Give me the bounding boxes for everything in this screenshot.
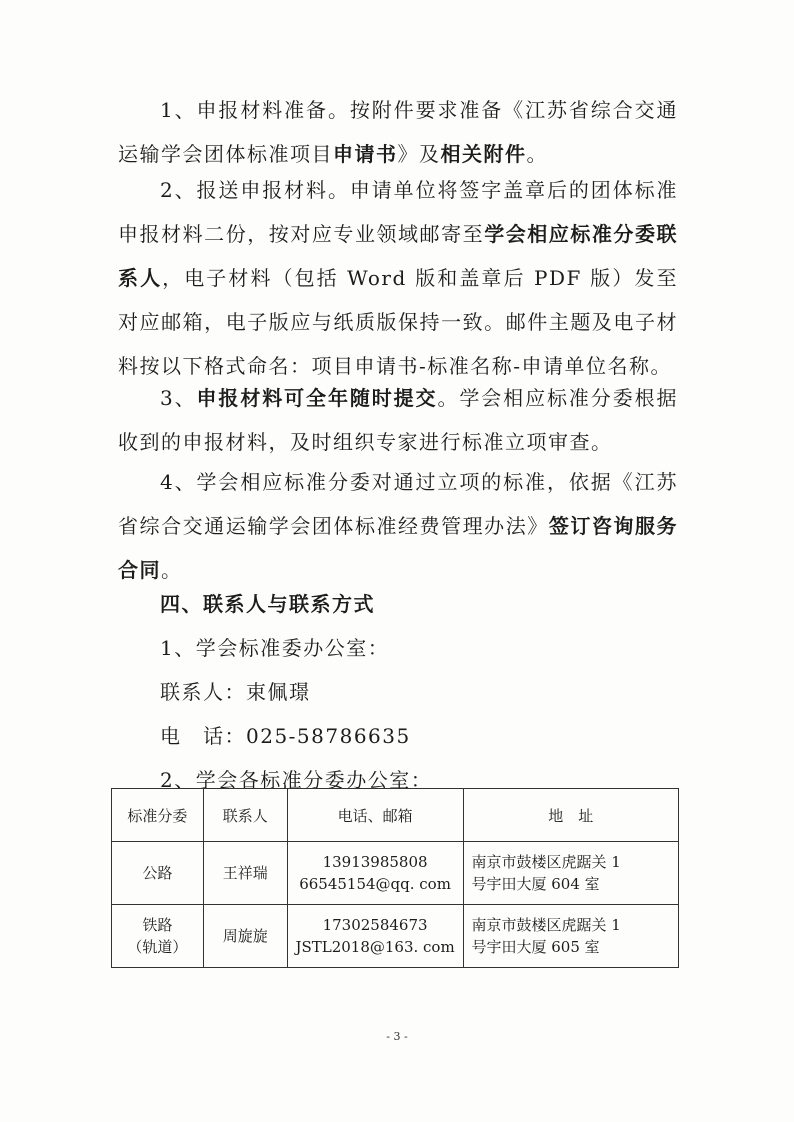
- item-2-number: 2、: [160, 178, 197, 202]
- address-line-2: 号宇田大厦 605 室: [471, 938, 600, 956]
- item-4-text: 学会相应标准分委对通过立项的标准，依据《江苏省综合交通运输学会团体标准经费管理办法》: [118, 470, 678, 538]
- section-4-heading: 四、联系人与联系方式: [160, 592, 375, 616]
- header-contact: 联系人: [203, 789, 287, 842]
- item-4-end: 。: [161, 558, 183, 582]
- committee-cell: [112, 905, 204, 968]
- phone-number: 17302584673: [322, 916, 428, 934]
- item-1-bold-attachments: 相关附件: [440, 142, 527, 166]
- page-number: - 3 -: [386, 1030, 408, 1043]
- item-3-number: 3、: [160, 386, 197, 410]
- address-line-1: 南京市鼓楼区虎踞关 1: [471, 916, 621, 934]
- item-3-bold-anytime: 申报材料可全年随时提交: [196, 386, 438, 410]
- table-row: [112, 842, 679, 905]
- address-line-2: 号宇田大厦 604 室: [471, 875, 600, 893]
- table-row: [112, 905, 679, 968]
- item-1-mid: 》及: [397, 142, 441, 166]
- address-cell: [463, 842, 679, 905]
- item-4-number: 4、: [160, 470, 197, 494]
- phone-line: 电 话：025-58786635: [160, 724, 411, 748]
- committee-subname: （轨道）: [127, 938, 188, 956]
- committee-cell: [112, 842, 204, 905]
- committee-name: 铁路: [142, 916, 173, 934]
- committee-name: 公路: [142, 864, 173, 882]
- item-4-bold-contract: 签订咨询服务合同: [118, 514, 679, 582]
- item-2-paragraph: [118, 168, 678, 388]
- email-address: JSTL2018@163. com: [295, 938, 455, 956]
- item-4-paragraph: [118, 460, 678, 592]
- item-3-rest: 。学会相应标准分委根据收到的申报材料，及时组织专家进行标准立项审查。: [118, 386, 678, 454]
- item-2-text: 。申请单位将签字盖章后的团体标准申报材料二份，按对应专业领域邮寄至: [118, 178, 678, 246]
- email-address: 66545154@qq. com: [299, 875, 451, 893]
- phone-number: 13913985808: [322, 853, 428, 871]
- office-1-label: 1、学会标准委办公室：: [160, 636, 390, 660]
- header-address: 地 址: [463, 789, 679, 842]
- phone-email-cell: [287, 905, 463, 968]
- contact-cell: 王祥瑞: [203, 842, 287, 905]
- header-committee: 标准分委: [112, 789, 204, 842]
- item-1-text: 。按附件要求准备《江苏省综合交通运输学会团体标准项目: [118, 98, 678, 166]
- office-2-label: 2、学会各标准分委办公室：: [160, 768, 433, 792]
- table-header-row: [112, 789, 679, 842]
- item-1-heading: 申报材料准备: [196, 98, 328, 122]
- item-2-bold-contact: 学会相应标准分委联系人: [118, 222, 679, 290]
- address-cell: [463, 905, 679, 968]
- address-line-1: 南京市鼓楼区虎踞关 1: [471, 853, 621, 871]
- contact-cell: 周旋旋: [203, 905, 287, 968]
- item-1-bold-application: 申请书: [333, 142, 398, 166]
- item-1-number: 1、: [160, 98, 197, 122]
- item-1-end: 。: [526, 142, 548, 166]
- item-2-heading: 报送申报材料: [196, 178, 328, 202]
- item-1-paragraph: [118, 88, 678, 176]
- item-3-paragraph: [118, 376, 678, 464]
- header-phone-email: 电话、邮箱: [287, 789, 463, 842]
- item-2-rest: ，电子材料（包括 Word 版和盖章后 PDF 版）发至对应邮箱，电子版应与纸质版保持一致。邮件主题及电子材料按以下格式命名：项目申请书-标准名称-申请单位名称。: [118, 266, 679, 378]
- contact-person-line: 联系人：束佩璟: [160, 680, 311, 704]
- phone-email-cell: [287, 842, 463, 905]
- contacts-table: [111, 788, 679, 968]
